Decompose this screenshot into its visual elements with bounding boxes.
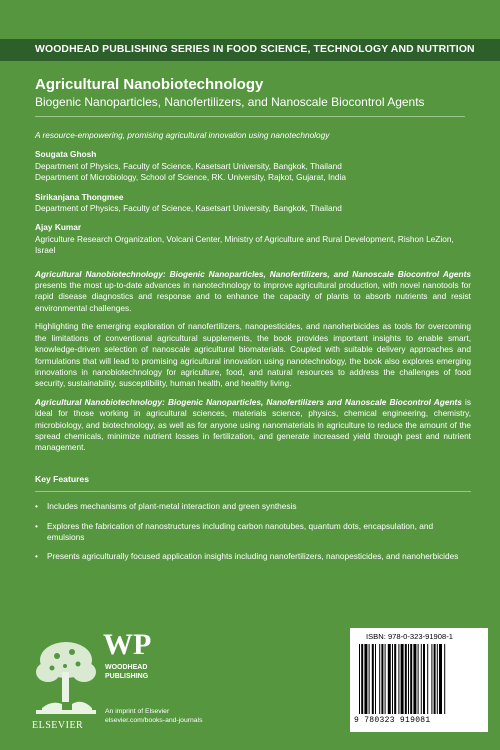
book-title-reference: Agricultural Nanobiotechnology: Biogenic Nanoparticles, Nanofertilizers and Nanoscale Biocontrol Agents — [35, 396, 462, 407]
author-block — [35, 192, 471, 215]
barcode-icon — [355, 644, 483, 716]
key-features-heading: Key Features — [35, 473, 89, 484]
description-paragraph — [35, 397, 471, 454]
description-text: presents the most up-to-date advances in nanotechnology to improve agricultural production, with novel nanotools for rapid disease diagnostics and response and to enhance the capacity of plants to absorb nutrients and resist environmental challenges. — [35, 280, 471, 313]
author-name: Ajay Kumar — [35, 222, 82, 233]
title-divider — [35, 116, 465, 117]
author-affiliation: Department of Physics, Faculty of Science, Kasetsart University, Bangkok, Thailand — [35, 160, 342, 171]
book-title-reference: Agricultural Nanobiotechnology: Biogenic Nanoparticles, Nanofertilizers, and Nanoscale Biocontrol Agents — [35, 268, 471, 279]
author-affiliation: Department of Microbiology, School of Science, RK. University, Rajkot, Gujarat, India — [35, 172, 346, 183]
bullet-icon: • — [35, 501, 38, 512]
author-affiliation: Agriculture Research Organization, Volcani Center, Ministry of Agriculture and Rural Development, Rishon LeZion, Israel — [35, 233, 454, 256]
key-features-list — [35, 501, 471, 563]
woodhead-name-line: WOODHEAD — [105, 664, 148, 671]
author-block — [35, 149, 471, 183]
woodhead-logo: WP — [103, 628, 152, 661]
author-name: Sougata Ghosh — [35, 149, 97, 160]
description-paragraph: Highlighting the emerging exploration of nanofertilizers, nanopesticides, and nanoherbicides as tools for overcoming the limitations of conventional agricultural supplements, the book provides important insights to enable smart, knowledge-driven selection of nanoscale agricultural biomaterials. Coupled with suitable delivery approaches and formulations that will lead to promising agricultural innovation using nanotechnology, the book also explores emerging innovations in nanobiotechnology for agriculture, food, and natural resources to address the challenges of food security, sustainability, susceptibility, human health, and healthy living. — [35, 321, 471, 389]
author-block — [35, 222, 471, 256]
woodhead-name — [105, 663, 148, 681]
list-item — [35, 521, 471, 544]
author-affiliation: Department of Physics, Faculty of Science, Kasetsart University, Bangkok, Thailand — [35, 203, 342, 214]
author-name: Sirikanjana Thongmee — [35, 191, 124, 202]
series-banner: WOODHEAD PUBLISHING SERIES IN FOOD SCIENCE, TECHNOLOGY AND NUTRITION — [0, 39, 500, 61]
book-title: Agricultural Nanobiotechnology — [35, 76, 264, 93]
description-text: is ideal for those working in agricultural sciences, materials science, physics, chemical engineering, chemistry, microbiology, and biotechnology, as well as for anyone using nanomaterials in agriculture to reduce the amount of the spread chemicals, minimize nutrient losses in fertilization, and generate increased yield through pest and nutrient management. — [35, 396, 471, 453]
bullet-icon: • — [35, 520, 38, 531]
bullet-icon: • — [35, 551, 38, 562]
list-item — [35, 501, 471, 512]
feature-text: Explores the fabrication of nanostructures including carbon nanotubes, quantum dots, encapsulation, and emulsions — [47, 520, 434, 542]
feature-text: Presents agriculturally focused application insights including nanofertilizers, nanopesticides, and nanoherbicides — [47, 551, 459, 562]
imprint-info — [105, 707, 202, 725]
woodhead-name-line: PUBLISHING — [105, 673, 149, 680]
isbn-label: ISBN: 978-0-323-91908-1 — [366, 632, 453, 641]
tagline: A resource-empowering, promising agricultural innovation using nanotechnology — [35, 130, 330, 140]
description-paragraph — [35, 269, 471, 315]
feature-text: Includes mechanisms of plant-metal interaction and green synthesis — [47, 501, 297, 512]
back-cover-text — [35, 130, 471, 571]
barcode-digits: 9 780323 919081 — [354, 716, 431, 725]
imprint-url: elsevier.com/books-and-journals — [105, 717, 203, 724]
key-features-divider — [35, 491, 471, 492]
top-band — [0, 0, 500, 36]
elsevier-tree-logo-icon — [32, 638, 100, 718]
book-subtitle: Biogenic Nanoparticles, Nanofertilizers, and Nanoscale Biocontrol Agents — [35, 95, 425, 109]
imprint-line: An imprint of Elsevier — [105, 708, 170, 715]
list-item — [35, 551, 471, 562]
barcode-panel — [350, 628, 488, 732]
elsevier-wordmark: ELSEVIER — [32, 720, 84, 731]
